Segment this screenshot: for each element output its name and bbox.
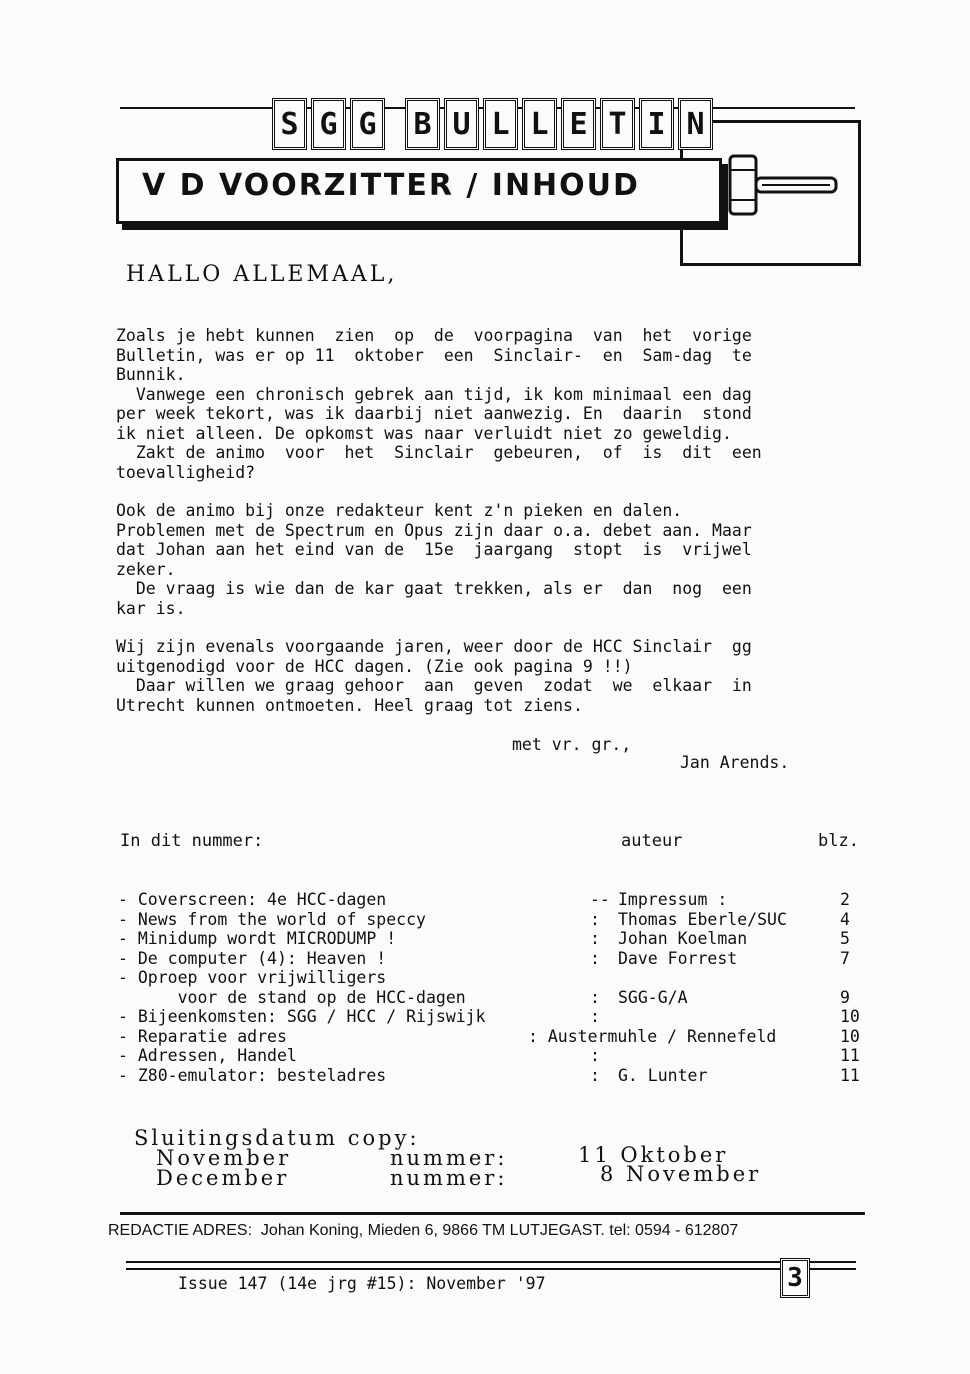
- text-line: zeker.: [116, 559, 176, 579]
- item-title: - Coverscreen: 4e HCC-dagen: [118, 890, 387, 909]
- item-author: Thomas Eberle/SUC: [618, 909, 787, 929]
- contents-heading: In dit nummer:: [120, 831, 264, 851]
- text-line: toevalligheid?: [116, 462, 256, 482]
- logo-letter: T: [600, 98, 635, 150]
- item-author: Dave Forrest: [618, 948, 738, 968]
- item-title: - Adressen, Handel: [118, 1046, 297, 1065]
- bulletin-logo: [272, 98, 713, 148]
- item-author: Impressum :: [618, 890, 728, 909]
- footer-rule: [120, 1212, 865, 1215]
- text-line: Zakt de animo voor het Sinclair gebeuren, of is dit een: [116, 443, 762, 462]
- list-item: [118, 929, 863, 949]
- item-page: 5: [840, 929, 850, 948]
- item-separator: :: [590, 1065, 600, 1085]
- text-line: Problemen met de Spectrum en Opus zijn daar o.a. debet aan. Maar: [116, 520, 752, 540]
- editorial-address: REDACTIE ADRES: Johan Koning, Mieden 6, 9866 TM LUTJEGAST. tel: 0594 - 612807: [108, 1222, 739, 1239]
- footer-rule: [126, 1261, 856, 1263]
- signoff-greeting: met vr. gr.,: [512, 735, 632, 754]
- item-separator: :: [590, 948, 600, 968]
- item-page: 9: [840, 987, 850, 1007]
- text-line: Wij zijn evenals voorgaande jaren, weer door de HCC Sinclair gg: [116, 637, 752, 656]
- list-item: [118, 1046, 863, 1066]
- item-page: 11: [840, 1046, 860, 1065]
- text-line: Daar willen we graag gehoor aan geven zodat we elkaar in: [116, 676, 752, 695]
- text-line: Zoals je hebt kunnen zien op de voorpagina van het vorige: [116, 326, 752, 345]
- item-separator: :: [590, 929, 600, 948]
- item-title: - Z80-emulator: besteladres: [118, 1065, 387, 1085]
- text-line: Bunnik.: [116, 365, 186, 384]
- text-line: kar is.: [116, 598, 186, 618]
- item-author: Johan Koelman: [618, 929, 748, 948]
- text-line: ik niet alleen. De opkomst was naar verluidt niet zo geweldig.: [116, 423, 732, 443]
- item-author: SGG-G/A: [618, 987, 688, 1007]
- closing-nummer-label: nummer:: [390, 1146, 508, 1170]
- list-item: [118, 988, 863, 1008]
- text-line: Vanwege een chronisch gebrek aan tijd, ik kom minimaal een dag: [116, 384, 752, 404]
- text-line: dat Johan aan het eind van de 15e jaargang stopt is vrijwel: [116, 540, 752, 559]
- logo-letter: G: [311, 98, 346, 150]
- page-title: V D VOORZITTER / INHOUD: [142, 168, 640, 203]
- item-page: 7: [840, 948, 850, 968]
- text-line: Ook de animo bij onze redakteur kent z'n pieken en dalen.: [116, 501, 683, 520]
- contents-list: [118, 890, 863, 1085]
- item-title: - Bijeenkomsten: SGG / HCC / Rijswijk: [118, 1007, 486, 1026]
- list-item: [118, 1027, 863, 1047]
- paragraph-2: [116, 501, 861, 618]
- item-page: 10: [840, 1007, 860, 1026]
- logo-letter: L: [483, 98, 518, 150]
- logo-letter: S: [272, 98, 307, 150]
- closing-nummer-label: nummer:: [390, 1166, 508, 1190]
- logo-letter: E: [561, 98, 596, 150]
- item-separator: :: [590, 987, 600, 1007]
- page-number: 3: [780, 1258, 810, 1298]
- text-line: Bulletin, was er op 11 oktober een Sinclair- en Sam-dag te: [116, 345, 752, 365]
- item-separator: :: [590, 1007, 600, 1026]
- logo-letter: I: [639, 98, 674, 150]
- text-line: De vraag is wie dan de kar gaat trekken, als er dan nog een: [116, 579, 752, 598]
- text-line: Utrecht kunnen ontmoeten. Heel graag tot ziens.: [116, 695, 583, 715]
- issue-info: Issue 147 (14e jrg #15): November '97: [178, 1274, 546, 1293]
- item-author: G. Lunter: [618, 1065, 708, 1085]
- text-line: uitgenodigd voor de HCC dagen. (Zie ook pagina 9 !!): [116, 656, 633, 676]
- signoff-name: Jan Arends.: [680, 753, 790, 772]
- logo-letter: G: [350, 98, 385, 150]
- list-item: [118, 910, 863, 930]
- item-title: - News from the world of speccy: [118, 909, 426, 929]
- item-title: - De computer (4): Heaven !: [118, 948, 387, 968]
- logo-letter: B: [405, 98, 440, 150]
- closing-month: November: [156, 1146, 292, 1170]
- list-item: [118, 1007, 863, 1027]
- text-line: per week tekort, was ik daarbij niet aanwezig. En daarin stond: [116, 404, 752, 423]
- closing-label: Sluitingsdatum copy:: [134, 1126, 420, 1150]
- logo-letter: L: [522, 98, 557, 150]
- closing-date: 11 Oktober: [578, 1143, 729, 1167]
- paragraph-1: [116, 326, 861, 482]
- item-separator: :: [590, 1046, 600, 1065]
- contents-author-heading: auteur: [621, 831, 683, 851]
- item-title: - Minidump wordt MICRODUMP !: [118, 929, 397, 948]
- item-title: - Oproep voor vrijwilligers: [118, 968, 387, 987]
- item-title: - Reparatie adres: [118, 1026, 287, 1046]
- greeting-heading: HALLO ALLEMAAL,: [126, 262, 398, 287]
- closing-month: December: [156, 1166, 290, 1190]
- contents-page-heading: blz.: [818, 831, 859, 851]
- item-author: : Austermuhle / Rennefeld: [528, 1026, 777, 1046]
- item-page: 10: [840, 1026, 860, 1046]
- list-item: [118, 968, 863, 988]
- logo-letter: N: [678, 98, 713, 150]
- item-page: 4: [840, 909, 850, 929]
- gavel-icon: [722, 150, 842, 220]
- item-separator: :: [590, 909, 600, 929]
- item-page: 11: [840, 1065, 860, 1085]
- item-title: voor de stand op de HCC-dagen: [118, 987, 466, 1007]
- list-item: [118, 949, 863, 969]
- footer-rule: [126, 1268, 856, 1270]
- logo-letter: U: [444, 98, 479, 150]
- item-separator: --: [590, 890, 610, 909]
- closing-date: 8 November: [600, 1162, 762, 1186]
- item-page: 2: [840, 890, 850, 909]
- list-item: [118, 1066, 863, 1086]
- paragraph-3: [116, 637, 861, 715]
- list-item: [118, 890, 863, 910]
